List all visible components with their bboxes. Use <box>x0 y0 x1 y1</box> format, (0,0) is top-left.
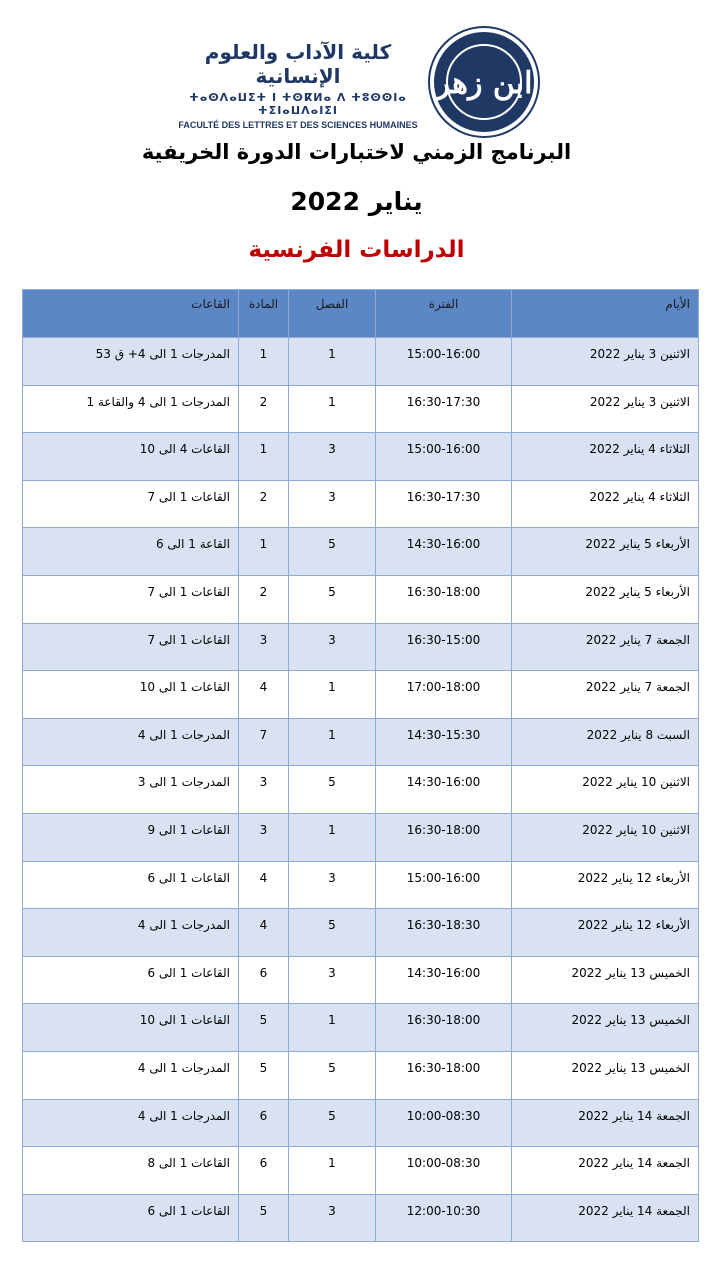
table-body <box>23 338 699 1242</box>
cell-time: 12:00-10:30 <box>376 1194 512 1242</box>
university-logo <box>430 28 538 136</box>
table-row <box>23 528 699 576</box>
cell-time: 16:30-15:00 <box>376 623 512 671</box>
cell-module: 5 <box>239 1194 289 1242</box>
table-row <box>23 909 699 957</box>
cell-module: 1 <box>239 433 289 481</box>
cell-module: 5 <box>239 1051 289 1099</box>
faculty-name-tifinagh: ⵜⴰⵙⴷⴰⵡⵉⵜ ⵏ ⵜⵙⴽⵍⴰ ⴷ ⵜⵓⵙⵙⵏⴰ ⵜⵉⵏⴰⵡⴷⴰⵏⵉⵏ <box>189 91 407 117</box>
cell-module: 6 <box>239 956 289 1004</box>
faculty-name-french: FACULTÉ DES LETTRES ET DES SCIENCES HUMAINES <box>178 120 418 130</box>
cell-time: 16:30-17:30 <box>376 480 512 528</box>
header-module: المادة <box>239 290 289 338</box>
cell-time: 14:30-16:00 <box>376 528 512 576</box>
cell-semester: 1 <box>289 813 376 861</box>
cell-module: 4 <box>239 671 289 719</box>
cell-semester: 1 <box>289 385 376 433</box>
cell-module: 4 <box>239 861 289 909</box>
exam-schedule-table <box>22 289 699 1242</box>
cell-rooms: القاعات 1 الى 10 <box>23 671 239 719</box>
cell-time: 10:00-08:30 <box>376 1147 512 1195</box>
table-row <box>23 766 699 814</box>
cell-time: 14:30-15:30 <box>376 718 512 766</box>
cell-rooms: القاعات 1 الى 7 <box>23 575 239 623</box>
cell-module: 2 <box>239 480 289 528</box>
cell-rooms: القاعات 1 الى 7 <box>23 480 239 528</box>
cell-module: 1 <box>239 338 289 386</box>
cell-semester: 1 <box>289 1004 376 1052</box>
table-row <box>23 338 699 386</box>
cell-day: الخميس 13 يناير 2022 <box>512 956 699 1004</box>
table-row <box>23 1099 699 1147</box>
cell-day: الأربعاء 5 يناير 2022 <box>512 575 699 623</box>
table-row <box>23 718 699 766</box>
faculty-name-arabic: كلية الآداب والعلوم الإنسانية <box>204 40 392 88</box>
table-row <box>23 1004 699 1052</box>
cell-rooms: المدرجات 1 الى 4 والقاعة 1 <box>23 385 239 433</box>
cell-day: الثلاثاء 4 يناير 2022 <box>512 433 699 481</box>
cell-time: 15:00-16:00 <box>376 861 512 909</box>
table-row <box>23 575 699 623</box>
cell-day: الثلاثاء 4 يناير 2022 <box>512 480 699 528</box>
header-day: الأيام <box>512 290 699 338</box>
cell-rooms: القاعات 1 الى 7 <box>23 623 239 671</box>
header-semester: الفصل <box>289 290 376 338</box>
cell-module: 6 <box>239 1147 289 1195</box>
cell-semester: 1 <box>289 1147 376 1195</box>
cell-time: 16:30-18:00 <box>376 1051 512 1099</box>
table-row <box>23 480 699 528</box>
cell-rooms: القاعة 1 الى 6 <box>23 528 239 576</box>
cell-rooms: القاعات 1 الى 6 <box>23 956 239 1004</box>
table-row <box>23 433 699 481</box>
table-row <box>23 385 699 433</box>
cell-semester: 1 <box>289 718 376 766</box>
cell-semester: 5 <box>289 1099 376 1147</box>
cell-module: 3 <box>239 766 289 814</box>
cell-rooms: المدرجات 1 الى 4+ ق 53 <box>23 338 239 386</box>
cell-rooms: القاعات 1 الى 8 <box>23 1147 239 1195</box>
logo-monogram: ابن زهر <box>435 66 533 101</box>
cell-module: 5 <box>239 1004 289 1052</box>
cell-day: الاثنين 10 يناير 2022 <box>512 766 699 814</box>
cell-time: 15:00-16:00 <box>376 338 512 386</box>
cell-semester: 5 <box>289 909 376 957</box>
cell-time: 16:30-18:00 <box>376 813 512 861</box>
cell-semester: 3 <box>289 1194 376 1242</box>
cell-day: الجمعة 14 يناير 2022 <box>512 1099 699 1147</box>
cell-module: 3 <box>239 813 289 861</box>
cell-day: الأربعاء 12 يناير 2022 <box>512 861 699 909</box>
cell-semester: 3 <box>289 623 376 671</box>
table-row <box>23 623 699 671</box>
cell-semester: 3 <box>289 956 376 1004</box>
schedule-month: يناير 2022 <box>290 187 423 216</box>
table-row <box>23 1147 699 1195</box>
cell-semester: 1 <box>289 338 376 386</box>
cell-semester: 5 <box>289 1051 376 1099</box>
cell-day: السبت 8 يناير 2022 <box>512 718 699 766</box>
cell-rooms: القاعات 1 الى 6 <box>23 861 239 909</box>
cell-semester: 3 <box>289 861 376 909</box>
cell-semester: 5 <box>289 766 376 814</box>
cell-module: 1 <box>239 528 289 576</box>
table-row <box>23 956 699 1004</box>
cell-module: 4 <box>239 909 289 957</box>
cell-rooms: القاعات 1 الى 10 <box>23 1004 239 1052</box>
cell-time: 16:30-17:30 <box>376 385 512 433</box>
cell-time: 14:30-16:00 <box>376 766 512 814</box>
cell-time: 16:30-18:00 <box>376 1004 512 1052</box>
cell-time: 10:00-08:30 <box>376 1099 512 1147</box>
cell-time: 17:00-18:00 <box>376 671 512 719</box>
cell-semester: 5 <box>289 528 376 576</box>
cell-semester: 3 <box>289 433 376 481</box>
cell-semester: 1 <box>289 671 376 719</box>
table-header-row <box>23 290 699 338</box>
table-row <box>23 861 699 909</box>
page-header <box>0 28 713 128</box>
table-row <box>23 1194 699 1242</box>
department-title: الدراسات الفرنسية <box>248 237 465 263</box>
header-rooms: القاعات <box>23 290 239 338</box>
cell-day: الأربعاء 5 يناير 2022 <box>512 528 699 576</box>
table-row <box>23 671 699 719</box>
cell-semester: 5 <box>289 575 376 623</box>
cell-rooms: المدرجات 1 الى 4 <box>23 718 239 766</box>
table-row <box>23 813 699 861</box>
table-row <box>23 1051 699 1099</box>
cell-rooms: المدرجات 1 الى 4 <box>23 1051 239 1099</box>
cell-day: الجمعة 7 يناير 2022 <box>512 671 699 719</box>
cell-day: الاثنين 3 يناير 2022 <box>512 338 699 386</box>
header-time: الفترة <box>376 290 512 338</box>
cell-rooms: القاعات 4 الى 10 <box>23 433 239 481</box>
cell-time: 16:30-18:00 <box>376 575 512 623</box>
cell-day: الجمعة 14 يناير 2022 <box>512 1194 699 1242</box>
cell-day: الأربعاء 12 يناير 2022 <box>512 909 699 957</box>
cell-rooms: المدرجات 1 الى 4 <box>23 1099 239 1147</box>
cell-rooms: المدرجات 1 الى 4 <box>23 909 239 957</box>
cell-rooms: المدرجات 1 الى 3 <box>23 766 239 814</box>
cell-time: 16:30-18:30 <box>376 909 512 957</box>
cell-time: 14:30-16:00 <box>376 956 512 1004</box>
cell-time: 15:00-16:00 <box>376 433 512 481</box>
cell-semester: 3 <box>289 480 376 528</box>
cell-day: الجمعة 7 يناير 2022 <box>512 623 699 671</box>
cell-day: الجمعة 14 يناير 2022 <box>512 1147 699 1195</box>
cell-day: الاثنين 10 يناير 2022 <box>512 813 699 861</box>
faculty-name-block <box>178 40 418 130</box>
cell-day: الخميس 13 يناير 2022 <box>512 1051 699 1099</box>
cell-module: 2 <box>239 385 289 433</box>
cell-module: 2 <box>239 575 289 623</box>
cell-module: 6 <box>239 1099 289 1147</box>
cell-rooms: القاعات 1 الى 9 <box>23 813 239 861</box>
cell-day: الخميس 13 يناير 2022 <box>512 1004 699 1052</box>
cell-module: 7 <box>239 718 289 766</box>
schedule-title: البرنامج الزمني لاختبارات الدورة الخريفية <box>141 140 572 164</box>
cell-module: 3 <box>239 623 289 671</box>
cell-day: الاثنين 3 يناير 2022 <box>512 385 699 433</box>
cell-rooms: القاعات 1 الى 6 <box>23 1194 239 1242</box>
